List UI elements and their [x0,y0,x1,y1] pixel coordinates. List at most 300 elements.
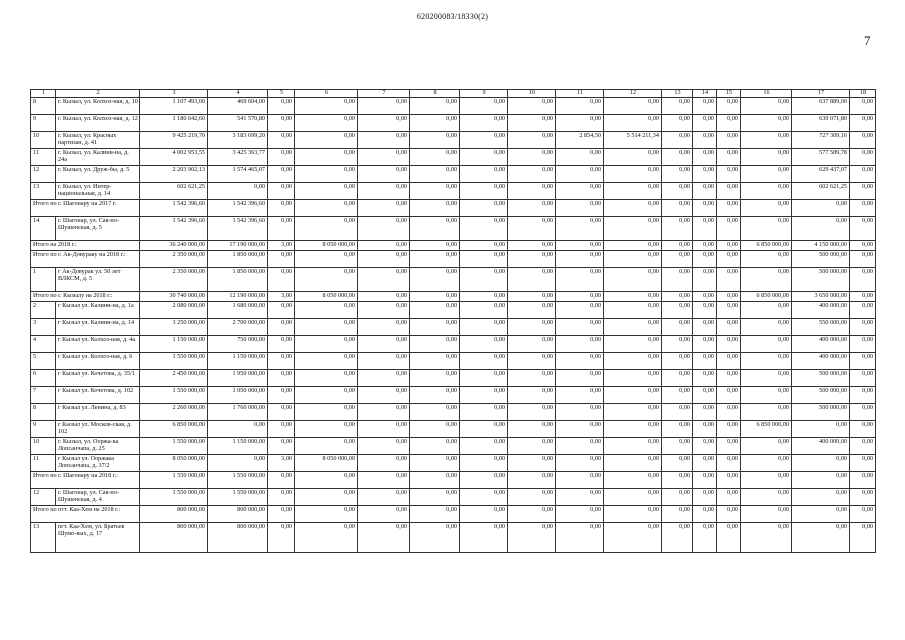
value-cell: 0,00 [358,131,410,148]
value-cell: 0,00 [741,301,792,318]
value-cell: 0,00 [410,199,460,216]
value-cell: 0,00 [295,131,358,148]
value-cell: 0,00 [662,471,693,488]
value-cell: 36 240 000,00 [140,240,208,250]
value-cell: 0,00 [410,165,460,182]
value-cell: 637 889,00 [792,97,850,114]
value-cell: 3 650 000,00 [792,291,850,301]
value-cell: 4 150 000,00 [792,240,850,250]
value-cell: 0,00 [295,403,358,420]
value-cell: 8 050 000,00 [295,240,358,250]
value-cell: 0,00 [268,114,295,131]
subtotal-label: Итого по г. Ак-Довураку на 2018 г.: [31,250,140,267]
value-cell: 0,00 [460,250,508,267]
value-cell: 0,00 [556,471,604,488]
value-cell: 0,00 [662,216,693,240]
value-cell: 0,00 [717,386,741,403]
value-cell: 0,00 [268,148,295,165]
value-cell: 0,00 [358,505,410,522]
column-number: 4 [208,90,268,98]
address-cell: г Ак-Довурак ул. 50 лет ВЛКСМ, д. 5 [56,267,140,291]
value-cell: 0,00 [358,97,410,114]
row-number: 10 [31,131,56,148]
value-cell: 0,00 [508,352,556,369]
value-cell: 1 542 396,60 [140,216,208,240]
value-cell: 0,00 [460,182,508,199]
value-cell: 0,00 [662,437,693,454]
column-number-row [31,90,876,98]
value-cell: 0,00 [792,488,850,505]
value-cell: 6 850 000,00 [741,291,792,301]
row-number: 9 [31,420,56,437]
value-cell: 1 760 000,00 [208,403,268,420]
value-cell: 0,00 [410,240,460,250]
value-cell: 0,00 [556,216,604,240]
value-cell: 0,00 [741,114,792,131]
value-cell: 0,00 [208,420,268,437]
value-cell: 5 514 211,34 [604,131,662,148]
value-cell: 0,00 [410,301,460,318]
table-row [31,182,876,199]
value-cell: 550 000,00 [792,318,850,335]
column-number: 3 [140,90,208,98]
value-cell: 0,00 [508,420,556,437]
table-row [31,420,876,437]
table-row [31,352,876,369]
value-cell: 0,00 [508,318,556,335]
value-cell: 0,00 [850,437,876,454]
value-cell: 0,00 [741,318,792,335]
value-cell: 0,00 [604,291,662,301]
subtotal-label: Итого по пгт. Каа-Хем на 2018 г.: [31,505,140,522]
value-cell: 2 450 000,00 [140,369,208,386]
value-cell: 1 550 000,00 [140,437,208,454]
value-cell: 0,00 [460,454,508,471]
value-cell: 0,00 [358,318,410,335]
value-cell: 0,00 [604,403,662,420]
value-cell: 0,00 [850,369,876,386]
value-cell: 17 190 000,00 [208,240,268,250]
value-cell: 0,00 [295,165,358,182]
value-cell: 0,00 [741,437,792,454]
value-cell: 0,00 [556,114,604,131]
row-number: 11 [31,148,56,165]
value-cell: 400 000,00 [792,335,850,352]
value-cell: 0,00 [508,369,556,386]
value-cell: 0,00 [295,267,358,291]
value-cell: 0,00 [268,216,295,240]
subtotal-label: Итого на 2018 г.: [31,240,140,250]
value-cell: 0,00 [556,148,604,165]
value-cell: 0,00 [268,318,295,335]
value-cell: 0,00 [604,165,662,182]
value-cell: 727 309,16 [792,131,850,148]
value-cell: 0,00 [460,505,508,522]
value-cell: 0,00 [662,505,693,522]
value-cell: 0,00 [850,216,876,240]
value-cell: 0,00 [741,505,792,522]
column-number: 14 [693,90,717,98]
row-number: 8 [31,97,56,114]
value-cell: 0,00 [741,148,792,165]
value-cell: 800 000,00 [140,522,208,552]
value-cell: 0,00 [268,165,295,182]
subtotal-row [31,240,876,250]
value-cell: 0,00 [358,522,410,552]
value-cell: 0,00 [662,335,693,352]
value-cell: 0,00 [741,352,792,369]
column-number: 13 [662,90,693,98]
value-cell: 0,00 [717,318,741,335]
value-cell: 0,00 [556,318,604,335]
value-cell: 0,00 [850,199,876,216]
value-cell: 0,00 [604,114,662,131]
value-cell: 3,00 [268,240,295,250]
value-cell: 0,00 [693,165,717,182]
value-cell: 0,00 [508,437,556,454]
value-cell: 0,00 [410,437,460,454]
value-cell: 0,00 [693,369,717,386]
value-cell: 0,00 [662,420,693,437]
value-cell: 1 542 396,60 [140,199,208,216]
value-cell: 0,00 [358,165,410,182]
value-cell: 0,00 [460,437,508,454]
value-cell: 0,00 [410,488,460,505]
value-cell: 0,00 [604,454,662,471]
value-cell: 0,00 [717,291,741,301]
value-cell: 1 550 000,00 [140,471,208,488]
table-row [31,97,876,114]
value-cell: 0,00 [792,471,850,488]
value-cell: 0,00 [604,199,662,216]
value-cell: 0,00 [295,182,358,199]
value-cell: 0,00 [693,199,717,216]
value-cell: 0,00 [604,267,662,291]
value-cell: 0,00 [850,97,876,114]
table-row [31,335,876,352]
table-row [31,114,876,131]
column-number: 9 [460,90,508,98]
value-cell: 1 550 000,00 [140,352,208,369]
value-cell: 0,00 [508,97,556,114]
value-cell: 0,00 [268,369,295,386]
value-cell: 0,00 [508,199,556,216]
address-cell: г Кызыл ул. Калини-на, д. 1а [56,301,140,318]
value-cell: 0,00 [717,165,741,182]
value-cell: 0,00 [717,148,741,165]
value-cell: 0,00 [460,403,508,420]
value-cell: 0,00 [604,369,662,386]
value-cell: 0,00 [792,454,850,471]
value-cell: 0,00 [693,131,717,148]
value-cell: 0,00 [295,114,358,131]
value-cell: 0,00 [556,335,604,352]
value-cell: 0,00 [295,369,358,386]
value-cell: 0,00 [556,97,604,114]
value-cell: 8 050 000,00 [140,454,208,471]
value-cell: 0,00 [693,335,717,352]
value-cell: 0,00 [717,369,741,386]
value-cell: 0,00 [358,250,410,267]
value-cell: 0,00 [604,216,662,240]
value-cell: 1 550 000,00 [208,471,268,488]
value-cell: 500 000,00 [792,267,850,291]
value-cell: 0,00 [604,505,662,522]
value-cell: 0,00 [741,182,792,199]
value-cell: 0,00 [792,505,850,522]
value-cell: 0,00 [662,114,693,131]
value-cell: 6 850 000,00 [741,240,792,250]
row-number: 9 [31,114,56,131]
value-cell: 0,00 [850,250,876,267]
value-cell: 2 700 000,00 [208,318,268,335]
value-cell: 0,00 [295,97,358,114]
value-cell: 0,00 [850,267,876,291]
value-cell: 0,00 [295,386,358,403]
value-cell: 0,00 [460,216,508,240]
value-cell: 1 150 000,00 [140,335,208,352]
table-row [31,148,876,165]
table-row [31,369,876,386]
value-cell: 0,00 [268,437,295,454]
value-cell: 0,00 [508,148,556,165]
value-cell: 577 589,78 [792,148,850,165]
column-number: 8 [410,90,460,98]
value-cell: 0,00 [556,182,604,199]
address-cell: г. Кызыл, ул. Калини-на, д. 24а [56,148,140,165]
value-cell: 0,00 [410,386,460,403]
value-cell: 0,00 [604,522,662,552]
value-cell: 0,00 [662,165,693,182]
value-cell: 0,00 [410,318,460,335]
subtotal-row [31,291,876,301]
value-cell: 0,00 [693,318,717,335]
value-cell: 0,00 [693,97,717,114]
value-cell: 2 350 000,00 [140,250,208,267]
row-number: 4 [31,335,56,352]
value-cell: 0,00 [556,240,604,250]
value-cell: 2 350 000,00 [140,267,208,291]
value-cell: 0,00 [358,148,410,165]
value-cell: 0,00 [460,267,508,291]
value-cell: 4 002 953,55 [140,148,208,165]
value-cell: 0,00 [693,454,717,471]
value-cell: 0,00 [358,369,410,386]
value-cell: 1 550 000,00 [140,488,208,505]
value-cell: 0,00 [693,420,717,437]
value-cell: 0,00 [268,471,295,488]
value-cell: 0,00 [693,488,717,505]
value-cell: 0,00 [295,420,358,437]
value-cell: 0,00 [556,352,604,369]
subtotal-row [31,199,876,216]
subtotal-row [31,505,876,522]
value-cell: 0,00 [741,369,792,386]
value-cell: 0,00 [662,291,693,301]
address-cell: г. Шагонар, ул. Сая-но-Шушенская, д. 4 [56,488,140,505]
value-cell: 0,00 [460,488,508,505]
value-cell: 0,00 [295,148,358,165]
value-cell: 0,00 [295,335,358,352]
value-cell: 0,00 [460,291,508,301]
value-cell: 0,00 [556,488,604,505]
value-cell: 0,00 [850,318,876,335]
row-number: 11 [31,454,56,471]
table-row [31,386,876,403]
value-cell: 0,00 [410,216,460,240]
value-cell: 0,00 [508,114,556,131]
row-number: 13 [31,522,56,552]
value-cell: 0,00 [662,352,693,369]
value-cell: 0,00 [717,437,741,454]
value-cell: 0,00 [460,199,508,216]
value-cell: 0,00 [460,369,508,386]
value-cell: 0,00 [662,199,693,216]
column-number: 17 [792,90,850,98]
value-cell: 0,00 [508,165,556,182]
table-row [31,165,876,182]
value-cell: 0,00 [604,488,662,505]
value-cell: 0,00 [693,291,717,301]
value-cell: 0,00 [295,318,358,335]
value-cell: 400 000,00 [792,352,850,369]
value-cell: 9 425 219,70 [140,131,208,148]
row-number: 8 [31,403,56,420]
value-cell: 0,00 [410,148,460,165]
value-cell: 0,00 [268,182,295,199]
value-cell: 0,00 [268,488,295,505]
value-cell: 1 850 000,00 [208,250,268,267]
value-cell: 0,00 [410,369,460,386]
value-cell: 0,00 [460,165,508,182]
table-row [31,216,876,240]
value-cell: 0,00 [268,403,295,420]
column-number: 16 [741,90,792,98]
column-number: 11 [556,90,604,98]
value-cell: 0,00 [850,420,876,437]
value-cell: 0,00 [508,471,556,488]
value-cell: 0,00 [358,199,410,216]
value-cell: 0,00 [358,420,410,437]
value-cell: 0,00 [358,437,410,454]
value-cell: 0,00 [410,267,460,291]
value-cell: 0,00 [508,454,556,471]
value-cell: 0,00 [460,148,508,165]
value-cell: 0,00 [556,437,604,454]
value-cell: 30 740 000,00 [140,291,208,301]
value-cell: 0,00 [662,318,693,335]
value-cell: 0,00 [693,301,717,318]
value-cell: 0,00 [508,182,556,199]
value-cell: 0,00 [850,454,876,471]
value-cell: 0,00 [741,131,792,148]
value-cell: 0,00 [792,522,850,552]
value-cell: 0,00 [508,505,556,522]
subtotal-label: Итого по г. Кызылу на 2018 г.: [31,291,140,301]
value-cell: 1 542 396,60 [208,199,268,216]
value-cell: 1 850 000,00 [208,267,268,291]
value-cell: 0,00 [556,199,604,216]
value-cell: 0,00 [850,488,876,505]
value-cell: 1 550 000,00 [140,386,208,403]
value-cell: 602 621,25 [792,182,850,199]
value-cell: 0,00 [460,97,508,114]
value-cell: 0,00 [693,267,717,291]
value-cell: 0,00 [556,403,604,420]
value-cell: 0,00 [662,131,693,148]
value-cell: 0,00 [410,182,460,199]
value-cell: 0,00 [604,437,662,454]
value-cell: 0,00 [693,250,717,267]
value-cell: 0,00 [662,148,693,165]
value-cell: 0,00 [295,522,358,552]
value-cell: 0,00 [508,240,556,250]
value-cell: 0,00 [460,420,508,437]
value-cell: 0,00 [693,114,717,131]
value-cell: 0,00 [556,505,604,522]
value-cell: 0,00 [741,97,792,114]
row-number: 12 [31,165,56,182]
value-cell: 0,00 [358,335,410,352]
value-cell: 1 574 465,07 [208,165,268,182]
row-number: 10 [31,437,56,454]
value-cell: 0,00 [604,386,662,403]
value-cell: 6 850 000,00 [140,420,208,437]
address-cell: г Кызыл ул. Ооржака Лопсанчапа, д. 37/2 [56,454,140,471]
value-cell: 0,00 [410,97,460,114]
address-cell: г. Кызыл, ул. Ооржа-ка Лопсанчапа, д. 25 [56,437,140,454]
value-cell: 0,00 [850,471,876,488]
value-cell: 541 570,80 [208,114,268,131]
value-cell: 0,00 [410,420,460,437]
subtotal-row [31,471,876,488]
value-cell: 0,00 [358,403,410,420]
value-cell: 3 250 000,00 [140,318,208,335]
row-number: 3 [31,318,56,335]
table-row [31,131,876,148]
value-cell: 1 050 000,00 [208,386,268,403]
value-cell: 0,00 [295,488,358,505]
value-cell: 0,00 [741,165,792,182]
value-cell: 0,00 [268,131,295,148]
value-cell: 0,00 [358,386,410,403]
value-cell: 1 107 493,00 [140,97,208,114]
value-cell: 0,00 [850,182,876,199]
value-cell: 0,00 [717,199,741,216]
value-cell: 0,00 [741,386,792,403]
column-number: 2 [56,90,140,98]
value-cell: 0,00 [604,471,662,488]
value-cell: 0,00 [508,216,556,240]
value-cell: 0,00 [358,291,410,301]
value-cell: 0,00 [268,199,295,216]
value-cell: 0,00 [741,522,792,552]
table-row [31,403,876,420]
value-cell: 0,00 [508,131,556,148]
value-cell: 0,00 [295,352,358,369]
value-cell: 0,00 [556,165,604,182]
value-cell: 0,00 [693,216,717,240]
value-cell: 0,00 [556,369,604,386]
value-cell: 0,00 [717,454,741,471]
value-cell: 0,00 [792,420,850,437]
value-cell: 500 000,00 [792,403,850,420]
value-cell: 400 000,00 [792,437,850,454]
value-cell: 0,00 [850,505,876,522]
value-cell: 0,00 [693,182,717,199]
address-cell: г. Кызыл, ул. Колхоз-ная, д. 12 [56,114,140,131]
value-cell: 2 080 000,00 [140,301,208,318]
